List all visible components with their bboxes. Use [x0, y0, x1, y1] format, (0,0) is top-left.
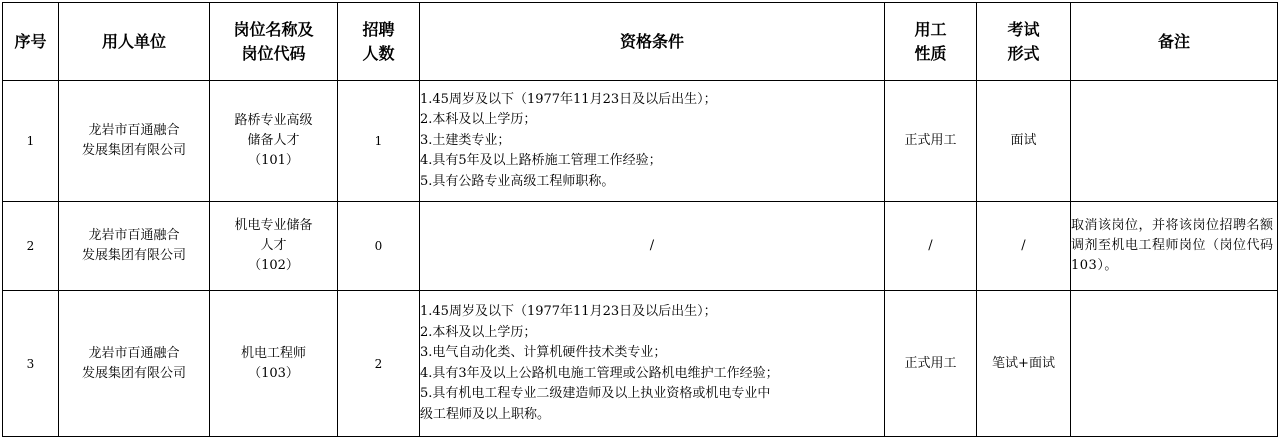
table-row	[3, 291, 1278, 437]
row-remarks	[1071, 81, 1278, 202]
row-conditions: /	[420, 202, 885, 291]
condition-item: 5.具有公路专业高级工程师职称。	[420, 173, 615, 189]
header-remarks: 备注	[1071, 3, 1278, 81]
row-exam: /	[977, 202, 1071, 291]
row-employer	[59, 202, 210, 291]
header-employer: 用人单位	[59, 3, 210, 81]
table-row	[3, 81, 1278, 202]
position-line2: 人才	[260, 238, 287, 253]
condition-item: 2.本科及以上学历；	[420, 112, 537, 128]
header-exam-line1: 考试	[1007, 19, 1040, 39]
condition-item: 3.土建类专业；	[420, 132, 511, 148]
header-exam-line2: 形式	[1007, 43, 1040, 63]
row-seq: 2	[3, 202, 59, 291]
header-count-line1: 招聘	[362, 19, 395, 39]
row-employer	[59, 81, 210, 202]
row-conditions	[420, 291, 885, 437]
condition-item: 级工程师及以上职称。	[420, 406, 551, 422]
position-code: （103）	[248, 365, 299, 381]
header-qualifications: 资格条件	[420, 3, 885, 81]
table-row	[3, 202, 1278, 291]
position-line1: 机电专业储备	[234, 218, 313, 233]
header-nature-line2: 性质	[914, 43, 947, 63]
row-employer	[59, 291, 210, 437]
employer-line1: 龙岩市百通融合	[88, 345, 180, 361]
row-position	[210, 202, 338, 291]
header-exam	[977, 3, 1071, 81]
row-nature: /	[885, 202, 977, 291]
header-nature	[885, 3, 977, 81]
header-position-line2: 岗位代码	[241, 43, 306, 63]
row-count: 1	[338, 81, 420, 202]
position-code: （101）	[248, 153, 299, 168]
row-exam: 笔试+面试	[977, 291, 1071, 437]
row-nature: 正式用工	[885, 291, 977, 437]
employer-line1: 龙岩市百通融合	[88, 123, 180, 138]
row-position	[210, 291, 338, 437]
position-line1: 机电工程师	[240, 345, 306, 361]
header-seq: 序号	[3, 3, 59, 81]
row-position	[210, 81, 338, 202]
header-count-line2: 人数	[362, 43, 395, 63]
table-header-row	[3, 3, 1278, 81]
employer-line2: 发展集团有限公司	[81, 365, 186, 381]
row-exam: 面试	[977, 81, 1071, 202]
row-seq: 1	[3, 81, 59, 202]
condition-item: 5.具有机电工程专业二级建造师及以上执业资格或机电专业中	[420, 386, 771, 401]
employer-line1: 龙岩市百通融合	[88, 228, 180, 243]
position-line2: 储备人才	[247, 133, 300, 148]
row-conditions	[420, 81, 885, 202]
header-position	[210, 3, 338, 81]
row-count: 2	[338, 291, 420, 437]
row-remarks	[1071, 202, 1278, 291]
employer-line2: 发展集团有限公司	[81, 248, 186, 263]
condition-item: 1.45周岁及以下（1977年11月23日及以后出生）；	[420, 91, 717, 107]
header-position-line1: 岗位名称及	[233, 19, 314, 39]
condition-item: 2.本科及以上学历；	[420, 324, 537, 340]
remarks-text: 取消该岗位，并将该岗位招聘名额调剂至机电工程师岗位（岗位代码103）。	[1071, 218, 1274, 273]
row-seq: 3	[3, 291, 59, 437]
recruitment-table	[2, 2, 1278, 437]
header-nature-line1: 用工	[914, 19, 947, 39]
position-line1: 路桥专业高级	[234, 113, 313, 128]
employer-line2: 发展集团有限公司	[81, 143, 186, 158]
condition-item: 3.电气自动化类、计算机硬件技术类专业；	[420, 345, 667, 360]
condition-item: 4.具有5年及以上路桥施工管理工作经验；	[420, 153, 662, 169]
position-code: （102）	[248, 258, 299, 273]
condition-item: 4.具有3年及以上公路机电施工管理或公路机电维护工作经验；	[420, 365, 779, 381]
condition-item: 1.45周岁及以下（1977年11月23日及以后出生）；	[420, 304, 717, 319]
row-nature: 正式用工	[885, 81, 977, 202]
row-count: 0	[338, 202, 420, 291]
row-remarks	[1071, 291, 1278, 437]
header-count	[338, 3, 420, 81]
